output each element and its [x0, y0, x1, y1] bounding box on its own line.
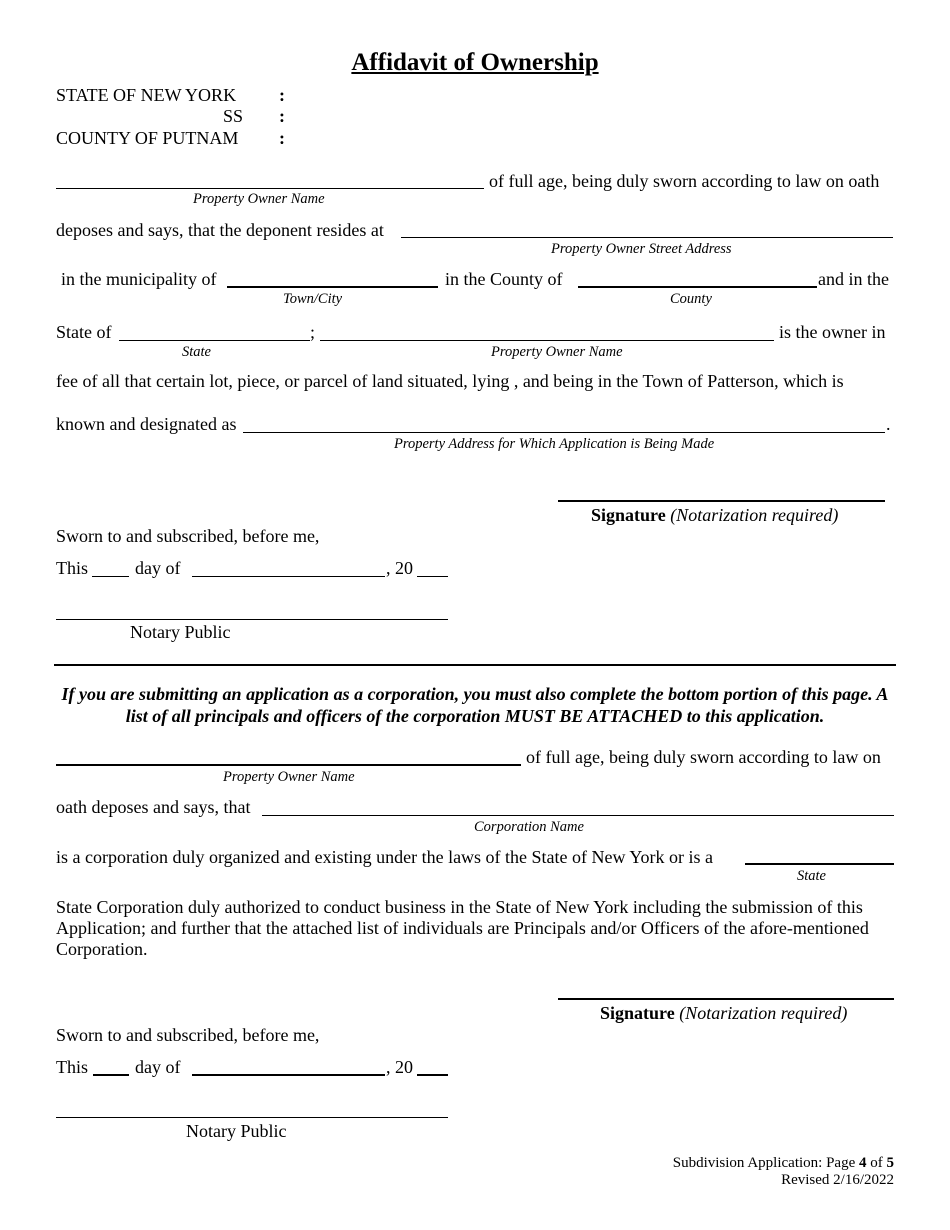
oath-text: of full age, being duly sworn according to law on oath — [489, 171, 880, 191]
notary-label: Notary Public — [130, 622, 231, 642]
page-prefix: Subdivision Application: Page — [672, 1155, 856, 1171]
revised-date: Revised 2/16/2022 — [781, 1172, 894, 1188]
state-field[interactable] — [119, 340, 310, 341]
corp-signature-bold: Signature — [600, 1003, 675, 1023]
corp-signature-line[interactable] — [558, 998, 894, 1000]
owner-name-field[interactable] — [56, 188, 484, 189]
county-field[interactable] — [578, 286, 817, 288]
sworn-text: Sworn to and subscribed, before me, — [56, 526, 320, 546]
signature-bold: Signature — [591, 505, 666, 525]
corp-organized-text: is a corporation duly organized and existing under the laws of the State of New York or is a — [56, 847, 714, 867]
property-address-field[interactable] — [243, 432, 885, 433]
deposes-text: oath deposes and says, that — [56, 797, 251, 817]
owner-street-field[interactable] — [401, 237, 893, 238]
corp-notary-signature-line[interactable] — [56, 1117, 448, 1118]
and-in-the-text: and in the — [818, 269, 889, 289]
page-current: 4 — [859, 1155, 867, 1171]
page-footer — [673, 1155, 894, 1189]
resides-text: deposes and says, that the deponent resides at — [56, 220, 384, 240]
corp-day-field[interactable] — [93, 1074, 129, 1076]
corp-month-field[interactable] — [192, 1074, 385, 1076]
corp-authorization-paragraph: State Corporation duly authorized to conduct business in the State of New York including the submission of this Application; and further that the attached list of individuals are Principals and/or Officers of the afore-mentioned Corporation. — [56, 897, 869, 959]
state-caption: State — [182, 344, 211, 360]
signature-line[interactable] — [558, 500, 885, 502]
corp-day-of-text: day of — [135, 1057, 181, 1077]
period: . — [886, 414, 891, 434]
venue-ss: SS — [223, 106, 244, 126]
owner-street-caption: Property Owner Street Address — [551, 241, 732, 257]
page-title: Affidavit of Ownership — [351, 49, 599, 76]
day-of-text: day of — [135, 558, 181, 578]
corp-year-field[interactable] — [417, 1074, 448, 1076]
semicolon: ; — [310, 322, 316, 342]
page-indicator — [673, 1155, 894, 1172]
venue-county: COUNTY OF PUTNAM — [56, 128, 239, 148]
section-divider — [54, 664, 896, 666]
county-caption: County — [670, 291, 712, 307]
signature-italic: (Notarization required) — [670, 505, 839, 525]
page-total: 5 — [886, 1155, 894, 1171]
this-text: This — [56, 558, 89, 578]
owner-name-caption-2: Property Owner Name — [491, 344, 623, 360]
corp-signature-label — [600, 1004, 847, 1022]
owner-in-text: is the owner in — [779, 322, 886, 342]
corp-this-text: This — [56, 1057, 89, 1077]
property-address-caption: Property Address for Which Application is Being Made — [394, 436, 715, 452]
state-of-text: State of — [56, 322, 112, 342]
county-text: in the County of — [445, 269, 563, 289]
corp-sworn-text: Sworn to and subscribed, before me, — [56, 1025, 320, 1045]
town-field[interactable] — [227, 286, 438, 288]
corp-state-field[interactable] — [745, 863, 894, 865]
venue-state: STATE OF NEW YORK — [56, 85, 237, 105]
corp-owner-name-field[interactable] — [56, 764, 521, 766]
year-field[interactable] — [417, 576, 448, 577]
corporation-name-caption: Corporation Name — [474, 819, 584, 835]
corp-signature-italic: (Notarization required) — [679, 1003, 848, 1023]
notary-signature-line[interactable] — [56, 619, 448, 620]
venue-colon: : — [279, 85, 285, 105]
known-text: known and designated as — [56, 414, 237, 434]
corporation-name-field[interactable] — [262, 815, 894, 816]
venue-colon: : — [279, 106, 285, 126]
twenty-text: , 20 — [386, 558, 413, 578]
corp-oath-text: of full age, being duly sworn according to law on — [526, 747, 881, 767]
owner-name-caption: Property Owner Name — [193, 191, 325, 207]
corp-notary-label: Notary Public — [186, 1121, 287, 1141]
corp-owner-name-caption: Property Owner Name — [223, 769, 355, 785]
municipality-text: in the municipality of — [61, 269, 217, 289]
month-field[interactable] — [192, 576, 385, 577]
corp-state-caption: State — [797, 868, 826, 884]
venue-colon: : — [279, 128, 285, 148]
owner-name-field-2[interactable] — [320, 340, 774, 341]
day-field[interactable] — [92, 576, 129, 577]
signature-label — [591, 506, 838, 524]
corporation-notice: If you are submitting an application as a corporation, you must also complete the bottom portion of this page. A list of all principals and officers of the corporation MUST BE ATTACHED to this application. — [61, 684, 889, 726]
corp-twenty-text: , 20 — [386, 1057, 413, 1077]
town-caption: Town/City — [283, 291, 343, 307]
fee-text: fee of all that certain lot, piece, or parcel of land situated, lying , and being in the Town of Patterson, which is — [56, 371, 844, 391]
page-of: of — [870, 1155, 883, 1171]
